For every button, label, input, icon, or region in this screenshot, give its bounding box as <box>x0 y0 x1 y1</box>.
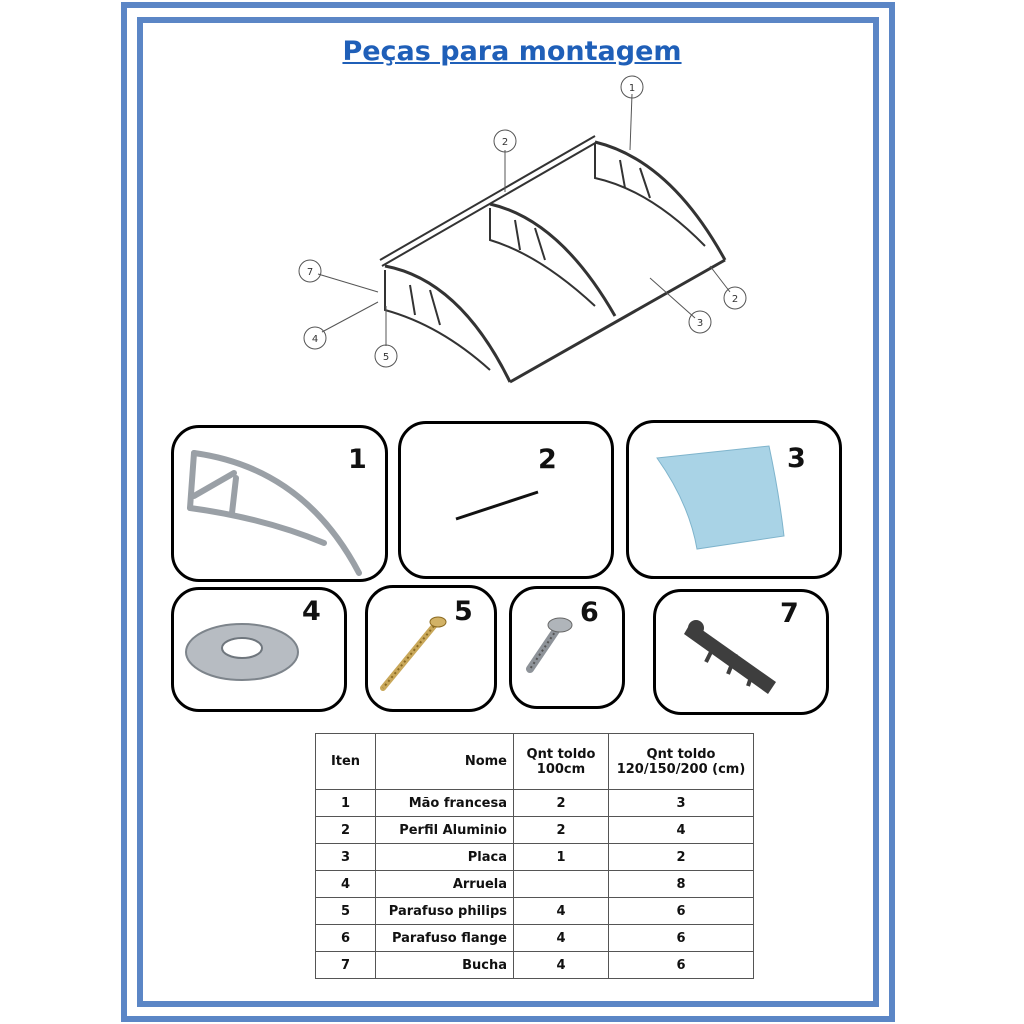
card-number-1: 1 <box>348 444 367 475</box>
table-row: 6 Parafuso flange 4 6 <box>316 925 754 952</box>
callout-4: 4 <box>311 334 319 345</box>
part-card-2 <box>398 421 614 579</box>
part-card-4 <box>171 587 347 712</box>
card-number-7: 7 <box>780 598 799 629</box>
callout-5: 5 <box>382 352 390 363</box>
card-number-6: 6 <box>580 597 599 628</box>
table-row: 2 Perfil Aluminio 2 4 <box>316 817 754 844</box>
table-row: 1 Mão francesa 2 3 <box>316 790 754 817</box>
part-card-5 <box>365 585 497 712</box>
callout-7: 7 <box>306 267 314 278</box>
card-number-4: 4 <box>302 596 321 627</box>
header-name: Nome <box>376 734 514 790</box>
table-row: 7 Bucha 4 6 <box>316 952 754 979</box>
header-qty-100: Qnt toldo 100cm <box>514 734 609 790</box>
callout-3: 3 <box>696 318 704 329</box>
part-card-3 <box>626 420 842 579</box>
plate-image <box>629 423 839 576</box>
profile-image <box>401 424 611 576</box>
table-header-row <box>316 734 754 790</box>
part-card-1 <box>171 425 388 582</box>
callout-2-right: 2 <box>731 294 739 305</box>
card-number-5: 5 <box>454 596 473 627</box>
callout-1: 1 <box>628 83 636 94</box>
flange-screw-image <box>512 589 622 706</box>
callout-2-top: 2 <box>501 137 509 148</box>
card-number-2: 2 <box>538 444 557 475</box>
assembly-diagram <box>290 70 760 400</box>
table-row: 4 Arruela 8 <box>316 871 754 898</box>
header-qty-other: Qnt toldo 120/150/200 (cm) <box>609 734 754 790</box>
parts-table <box>315 733 754 979</box>
table-row: 5 Parafuso philips 4 6 <box>316 898 754 925</box>
part-card-7 <box>653 589 829 715</box>
philips-screw-image <box>368 588 494 709</box>
part-card-6 <box>509 586 625 709</box>
page-title: Peças para montagem <box>342 36 682 67</box>
wall-plug-image <box>656 592 826 712</box>
header-item: Iten <box>316 734 376 790</box>
table-row: 3 Placa 1 2 <box>316 844 754 871</box>
card-number-3: 3 <box>787 443 806 474</box>
